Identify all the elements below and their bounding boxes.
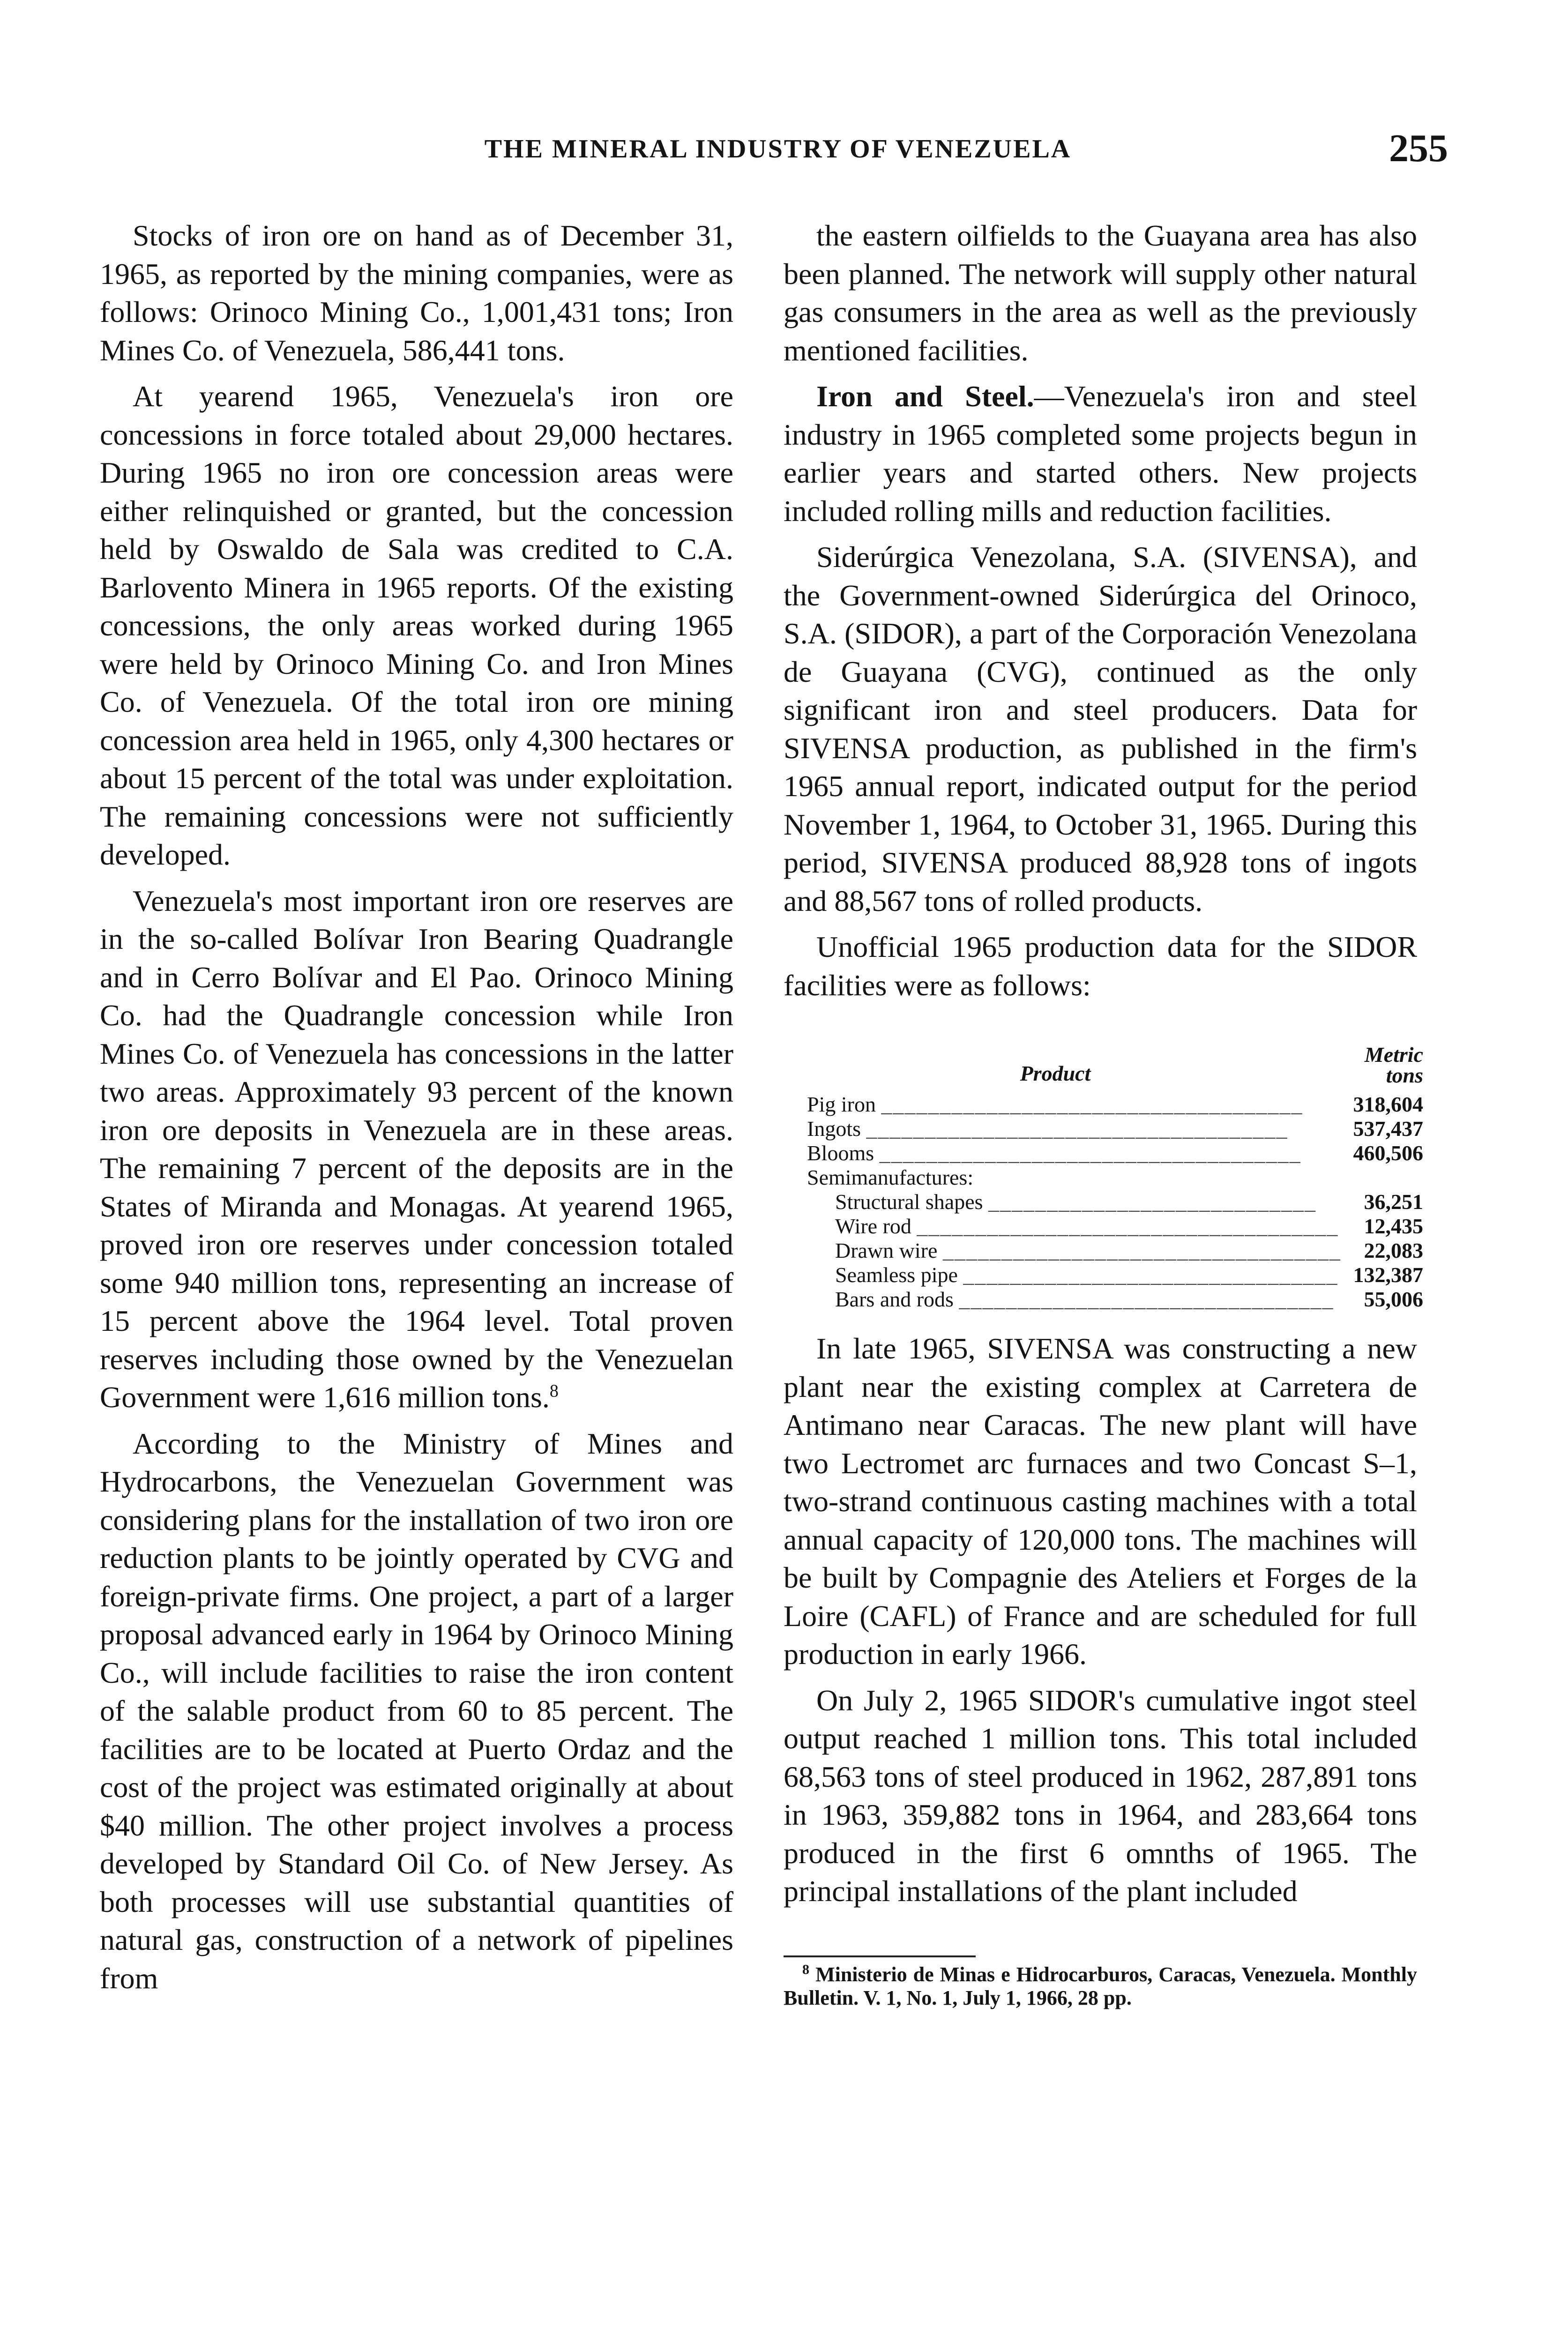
column-header-product: Product [1020, 1061, 1091, 1085]
row-tons: 12,435 [1364, 1214, 1423, 1238]
page-header [108, 126, 1448, 182]
row-tons: 36,251 [1364, 1190, 1423, 1214]
footnote [784, 1963, 1417, 2010]
row-product: Drawn wire [835, 1239, 938, 1262]
table-row: Blooms ____________________________________ 460,506 [807, 1141, 1423, 1165]
row-product: Seamless pipe [835, 1263, 958, 1287]
column-header-metric-tons [1341, 1045, 1423, 1092]
paragraph-reduction-plants: According to the Ministry of Mines and Hydrocarbons, the Venezuelan Government was considering plans for the installation of two iron ore reduction plants to be jointly operated by CVG and foreign-private firms. One project, a part of a larger proposal advanced early in 1964 by Orinoco Mining Co., will include facilities to raise the iron content of the salable product from 60 to 85 percent. The facilities are to be located at Puerto Ordaz and the cost of the project was estimated originally at about $40 million. The other project involves a process developed by Standard Oil Co. of New Jersey. As both processes will use substantial quantities of natural gas, construction of a network of pipelines from [100, 1426, 733, 1995]
table-row: Bars and rods ________________________________ 55,006 [835, 1287, 1423, 1311]
footnote-mark: 8 [802, 1961, 809, 1977]
row-product: Blooms [807, 1141, 874, 1165]
paragraph-new-plant: In late 1965, SIVENSA was constructing a new plant near the existing complex at Carretera de Antimano near Caracas. The new plant will have two Lectromet arc furnaces and two Concast S–1, two-strand continuous casting machines with a total annual capacity of 120,000 tons. The machines will be built by Compagnie des Ateliers et Forges de la Loire (CAFL) of France and are scheduled for full production in early 1966. [784, 1332, 1417, 1671]
paragraph-sivensa: Siderúrgica Venezolana, S.A. (SIVENSA), and the Government-owned Siderúrgica del Orinoco, S.A. (SIDOR), a part of the Corporación Venezolana de Guayana (CVG), continued as the only significant iron and steel producers. Data for SIVENSA production, as published in the firm's 1965 annual report, indicated output for the period November 1, 1964, to October 31, 1965. During this period, SIVENSA produced 88,928 tons of ingots and 88,567 tons of rolled products. [784, 540, 1417, 918]
paragraph-reserves [100, 882, 733, 1417]
paragraph-iron-steel-text: —Venezuela's iron and steel industry in 1965 completed some projects begun in earlier years and started others. New projects included rolling mills and reduction facilities. [784, 380, 1418, 528]
row-product: Pig iron [807, 1092, 876, 1116]
table-row: Ingots ____________________________________ 537,437 [807, 1117, 1423, 1141]
row-tons: 537,437 [1353, 1117, 1423, 1141]
footnote-divider [784, 1955, 976, 1957]
row-tons: 460,506 [1353, 1141, 1423, 1165]
footnote-reference[interactable]: 8 [549, 1381, 559, 1401]
paragraph-iron-steel [784, 377, 1417, 530]
row-tons: 22,083 [1364, 1239, 1423, 1262]
paragraph-pipelines: the eastern oilfields to the Guayana area has also been planned. The network will supply other natural gas consumers in the area as well as the previously mentioned facilities. [784, 219, 1417, 367]
table-row: Seamless pipe ________________________________ 132,387 [835, 1263, 1423, 1287]
paragraph-reserves-text: Venezuela's most important iron ore reserves are in the so-called Bolívar Iron Bearing Quadrangle and in Cerro Bolívar and El Pao. Orinoco Mining Co. had the Quadrangle concession while Iron Mines Co. of Venezuela has concessions in the latter two areas. Approximately 93 percent of the known iron ore deposits in Venezuela are in these areas. The remaining 7 percent of the deposits are in the States of Miranda and Monagas. At yearend 1965, proved iron ore reserves under concession totaled some 940 million tons, representing an increase of 15 percent above the 1964 level. Total proven reserves including those owned by the Venezuelan Government were 1,616 million tons. [100, 884, 733, 1414]
paragraph-sidor-intro: Unofficial 1965 production data for the SIDOR facilities were as follows: [784, 930, 1417, 1002]
column-header-metric: Metric [1364, 1043, 1423, 1067]
footnote-text: Ministerio de Minas e Hidrocarburos, Caracas, Venezuela. Monthly Bulletin. V. 1, No. 1, July 1, 1966, 28 pp. [784, 1962, 1417, 2009]
row-product: Bars and rods [835, 1287, 954, 1311]
paragraph-stocks: Stocks of iron ore on hand as of December 31, 1965, as reported by the mining companies, were as follows: Orinoco Mining Co., 1,001,431 tons; Iron Mines Co. of Venezuela, 586,441 tons. [100, 219, 733, 367]
section-heading-iron-steel: Iron and Steel. [816, 380, 1034, 413]
sidor-production-table [807, 1045, 1423, 1312]
right-column [784, 216, 1423, 2010]
row-tons: 318,604 [1353, 1092, 1423, 1116]
table-row: Structural shapes ____________________________ 36,251 [835, 1190, 1423, 1214]
left-column [100, 216, 733, 2005]
column-header-tons: tons [1386, 1063, 1423, 1087]
paragraph-cumulative-output: On July 2, 1965 SIDOR's cumulative ingot steel output reached 1 million tons. This total included 68,563 tons of steel produced in 1962, 287,891 tons in 1963, 359,882 tons in 1964, and 283,664 tons produced in the first 6 omnths of 1965. The principal installations of the plant included [784, 1683, 1417, 1908]
table-row [807, 1165, 1423, 1190]
row-product: Structural shapes [835, 1190, 983, 1214]
table-row: Drawn wire __________________________________ 22,083 [835, 1239, 1423, 1262]
row-tons: 55,006 [1364, 1287, 1423, 1311]
row-product: Semimanufactures: [807, 1165, 974, 1189]
row-tons [1341, 1165, 1423, 1190]
row-product: Ingots [807, 1117, 861, 1141]
row-tons: 132,387 [1353, 1263, 1423, 1287]
row-product: Wire rod [835, 1214, 911, 1238]
table-row: Wire rod ____________________________________ 12,435 [835, 1214, 1423, 1238]
paragraph-concessions: At yearend 1965, Venezuela's iron ore concessions in force totaled about 29,000 hectares. During 1965 no iron ore concession areas were either relinquished or granted, but the concession held by Oswaldo de Sala was credited to C.A. Barlovento Minera in 1965 reports. Of the existing concessions, the only areas worked during 1965 were held by Orinoco Mining Co. and Iron Mines Co. of Venezuela. Of the total iron ore mining concession area held in 1965, only 4,300 hectares or about 15 percent of the total was under exploitation. The remaining concessions were not sufficiently developed. [100, 380, 733, 871]
table-header-row [807, 1045, 1423, 1092]
running-title: THE MINERAL INDUSTRY OF VENEZUELA [484, 134, 1072, 164]
table-row: Pig iron ____________________________________ 318,604 [807, 1092, 1423, 1116]
page-number: 255 [1389, 127, 1448, 170]
